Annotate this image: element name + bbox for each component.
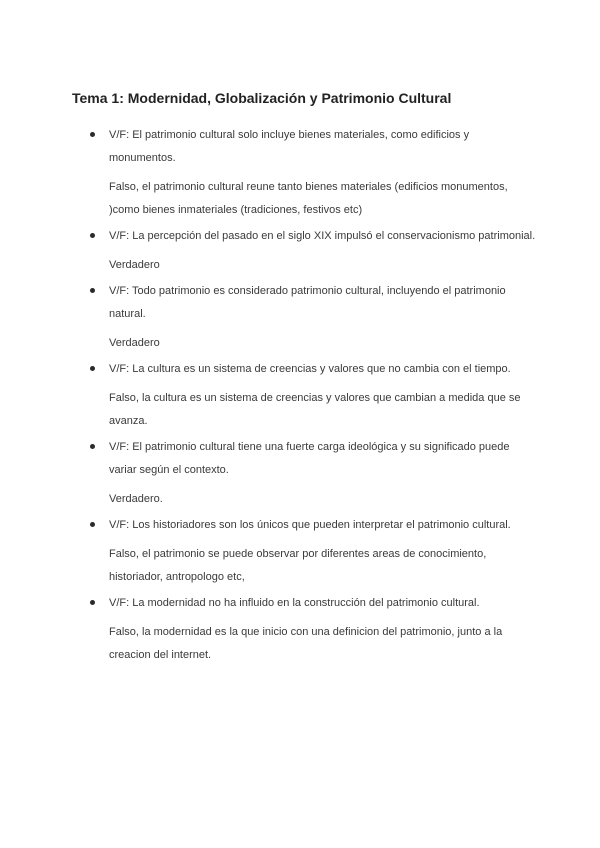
bullet-icon [90, 522, 95, 527]
bullet-icon [90, 366, 95, 371]
bullet-icon [90, 288, 95, 293]
question-text: V/F: La cultura es un sistema de creencias y valores que no cambia con el tiempo. [109, 363, 511, 375]
question-text: V/F: El patrimonio cultural tiene una fuerte carga ideológica y su significado puede variar según el contexto. [109, 441, 510, 476]
list-item [88, 280, 538, 355]
question-text: V/F: La percepción del pasado en el siglo XIX impulsó el conservacionismo patrimonial. [109, 230, 536, 242]
question-text: V/F: La modernidad no ha influido en la construcción del patrimonio cultural. [109, 597, 480, 609]
list-item [88, 358, 538, 433]
list-item [88, 124, 538, 222]
question-text: V/F: Todo patrimonio es considerado patrimonio cultural, incluyendo el patrimonio natural. [109, 285, 506, 320]
list-item [88, 592, 538, 667]
list-item [88, 225, 538, 277]
answer-text: Falso, el patrimonio se puede observar por diferentes areas de conocimiento, historiador, antropologo etc, [109, 548, 487, 583]
question-text: V/F: El patrimonio cultural solo incluye bienes materiales, como edificios y monumentos. [109, 129, 470, 164]
answer-text: Falso, el patrimonio cultural reune tanto bienes materiales (edificios monumentos, )como bienes inmateriales (tradiciones, festivos etc) [109, 181, 508, 216]
bullet-icon [90, 233, 95, 238]
bullet-icon [90, 600, 95, 605]
answer-text: Verdadero. [109, 493, 163, 505]
answer-text: Falso, la modernidad es la que inicio con una definicion del patrimonio, junto a la creacion del internet. [109, 626, 503, 661]
page-title: Tema 1: Modernidad, Globalización y Patrimonio Cultural [72, 90, 452, 106]
question-text: V/F: Los historiadores son los únicos que pueden interpretar el patrimonio cultural. [109, 519, 511, 531]
answer-text: Verdadero [109, 259, 160, 271]
list-item [88, 514, 538, 589]
question-list [88, 124, 538, 670]
answer-text: Falso, la cultura es un sistema de creencias y valores que cambian a medida que se avanza. [109, 392, 521, 427]
answer-text: Verdadero [109, 337, 160, 349]
bullet-icon [90, 132, 95, 137]
bullet-icon [90, 444, 95, 449]
list-item [88, 436, 538, 511]
